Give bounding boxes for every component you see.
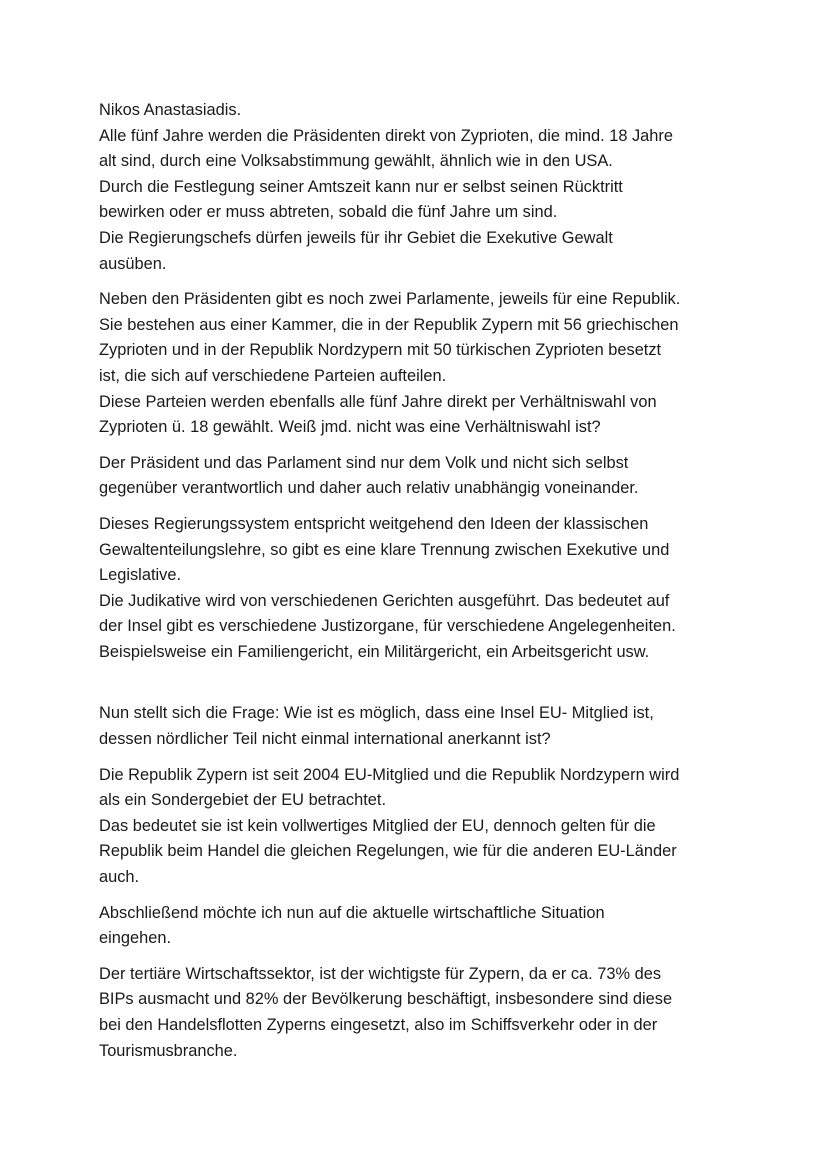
paragraph-accountability: [99, 451, 739, 502]
paragraph-parliaments: [99, 287, 739, 441]
text-line: Zyprioten ü. 18 gewählt. Weiß jmd. nicht was eine Verhältniswahl ist?: [99, 418, 601, 437]
paragraph-spacer: [99, 441, 739, 451]
text-line: Republik beim Handel die gleichen Regelungen, wie für die anderen EU-Länder: [99, 842, 677, 861]
text-line: Die Regierungschefs dürfen jeweils für ihr Gebiet die Exekutive Gewalt: [99, 228, 613, 247]
paragraph-economy-intro: [99, 901, 739, 952]
text-line: Die Republik Zypern ist seit 2004 EU-Mitglied und die Republik Nordzypern wird: [99, 765, 680, 784]
text-line: Der tertiäre Wirtschaftssektor, ist der wichtigste für Zypern, da er ca. 73% des: [99, 964, 662, 983]
text-line: Tourismusbranche.: [99, 1041, 238, 1060]
text-line: Zyprioten und in der Republik Nordzypern mit 50 türkischen Zyprioten besetzt: [99, 341, 662, 360]
paragraph-president-election: [99, 98, 739, 277]
text-line: als ein Sondergebiet der EU betrachtet.: [99, 791, 387, 810]
section-spacer: [99, 665, 739, 701]
text-line: Gewaltenteilungslehre, so gibt es eine klare Trennung zwischen Exekutive und: [99, 540, 670, 559]
paragraph-spacer: [99, 753, 739, 763]
text-line: ausüben.: [99, 254, 167, 273]
document-body: [99, 98, 739, 1064]
text-line: Abschließend möchte ich nun auf die aktuelle wirtschaftliche Situation: [99, 903, 605, 922]
paragraph-eu-membership: [99, 763, 739, 891]
text-line: Neben den Präsidenten gibt es noch zwei Parlamente, jeweils für eine Republik.: [99, 290, 681, 309]
text-line: Das bedeutet sie ist kein vollwertiges Mitglied der EU, dennoch gelten für die: [99, 816, 656, 835]
text-line: Diese Parteien werden ebenfalls alle fünf Jahre direkt per Verhältniswahl von: [99, 392, 657, 411]
text-line: bewirken oder er muss abtreten, sobald die fünf Jahre um sind.: [99, 203, 558, 222]
paragraph-spacer: [99, 891, 739, 901]
text-line: gegenüber verantwortlich und daher auch relativ unabhängig voneinander.: [99, 479, 639, 498]
text-line: bei den Handelsflotten Zyperns eingesetzt, also im Schiffsverkehr oder in der: [99, 1016, 658, 1034]
paragraph-separation-of-powers: [99, 512, 739, 666]
text-line: Die Judikative wird von verschiedenen Gerichten ausgeführt. Das bedeutet auf: [99, 591, 670, 610]
paragraph-spacer: [99, 952, 739, 962]
text-line: ist, die sich auf verschiedene Parteien aufteilen.: [99, 366, 447, 385]
text-line: der Insel gibt es verschiedene Justizorgane, für verschiedene Angelegenheiten.: [99, 617, 676, 636]
text-line: alt sind, durch eine Volksabstimmung gewählt, ähnlich wie in den USA.: [99, 152, 613, 171]
text-line: Dieses Regierungssystem entspricht weitgehend den Ideen der klassischen: [99, 514, 649, 533]
paragraph-eu-question: [99, 701, 739, 752]
text-line: Alle fünf Jahre werden die Präsidenten direkt von Zyprioten, die mind. 18 Jahre: [99, 126, 673, 145]
text-line: Nikos Anastasiadis.: [99, 101, 242, 119]
paragraph-tertiary-sector: [99, 962, 739, 1064]
text-line: Sie bestehen aus einer Kammer, die in der Republik Zypern mit 56 griechischen: [99, 315, 679, 334]
text-line: Der Präsident und das Parlament sind nur dem Volk und nicht sich selbst: [99, 453, 629, 472]
text-line: dessen nördlicher Teil nicht einmal international anerkannt ist?: [99, 730, 551, 749]
text-line: BIPs ausmacht und 82% der Bevölkerung beschäftigt, insbesondere sind diese: [99, 990, 673, 1009]
paragraph-spacer: [99, 502, 739, 512]
text-line: Beispielsweise ein Familiengericht, ein Militärgericht, ein Arbeitsgericht usw.: [99, 642, 650, 661]
text-line: Durch die Festlegung seiner Amtszeit kann nur er selbst seinen Rücktritt: [99, 177, 623, 196]
paragraph-spacer: [99, 277, 739, 287]
text-line: Nun stellt sich die Frage: Wie ist es möglich, dass eine Insel EU- Mitglied ist,: [99, 704, 654, 723]
text-line: eingehen.: [99, 929, 172, 948]
text-line: Legislative.: [99, 566, 182, 585]
text-line: auch.: [99, 868, 140, 887]
